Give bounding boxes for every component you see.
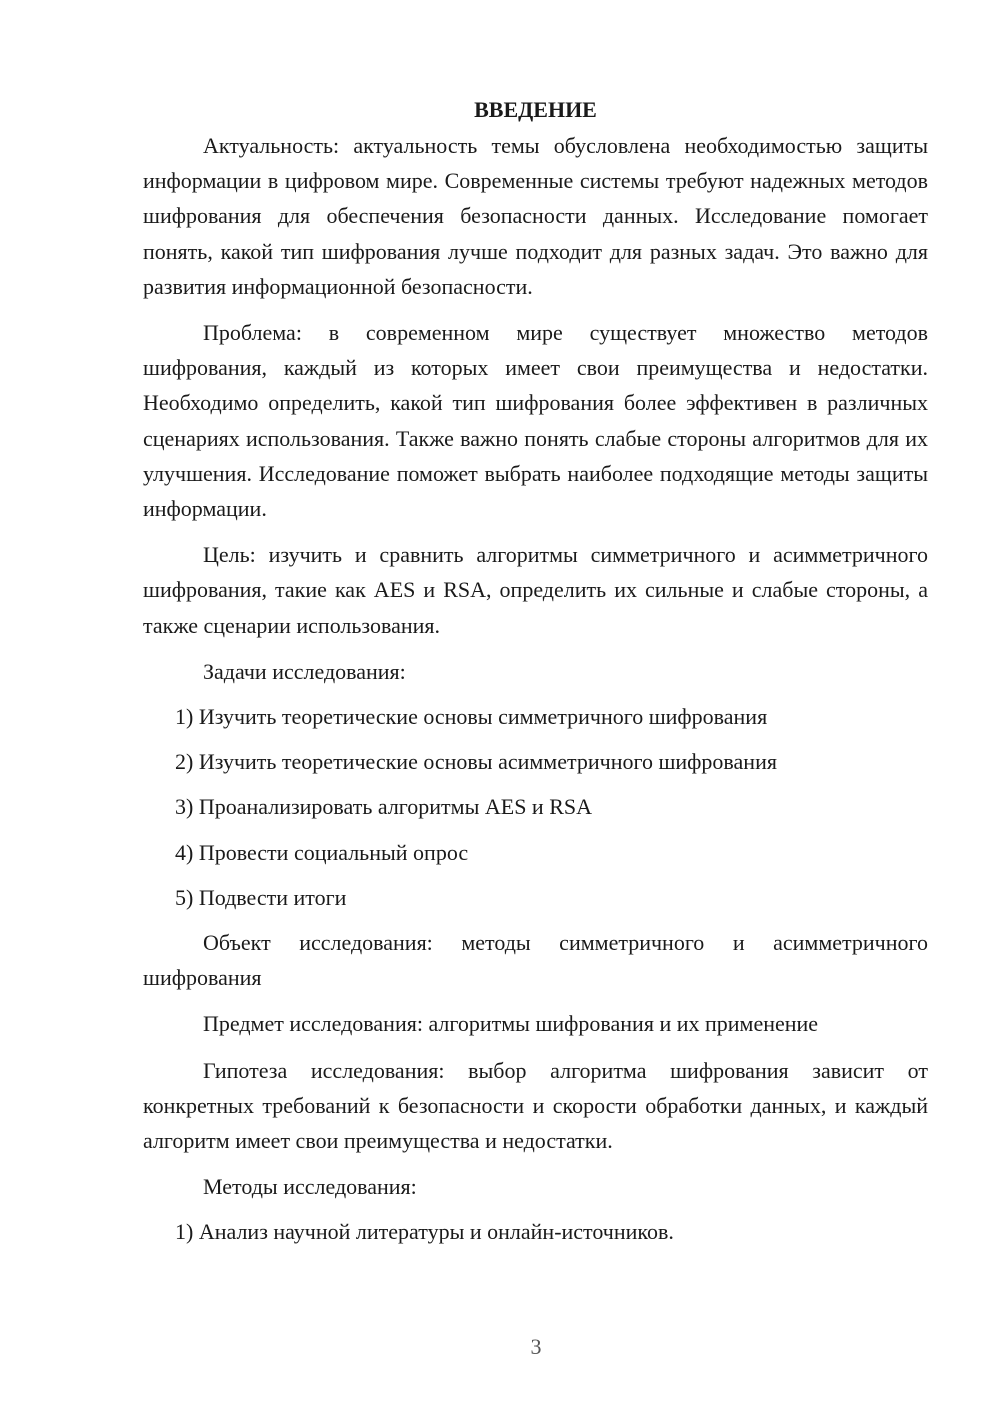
list-item: 3) Проанализировать алгоритмы AES и RSA [175, 794, 593, 820]
problem-paragraph: Проблема: в современном мире существует множество методов шифрования, каждый из которых имеет свои преимущества и недостатки. Необходимо определить, какой тип шифрования более эффективен в различных сценариях использования. Также важно понять слабые стороны алгоритмов для их улучшения. Исследование поможет выбрать наиболее подходящие методы защиты информации. [143, 320, 928, 522]
list-item: 2) Изучить теоретические основы асимметричного шифрования [175, 749, 777, 775]
relevance-paragraph: Актуальность: актуальность темы обусловлена необходимостью защиты информации в цифровом мире. Современные системы требуют надежных методов шифрования для обеспечения безопасности данных. Исследование помогает понять, какой тип шифрования лучше подходит для разных задач. Это важно для развития информационной безопасности. [143, 133, 928, 299]
methods-list [143, 1214, 928, 1249]
tasks-list [143, 699, 928, 915]
section-title: ВВЕДЕНИЕ [474, 97, 597, 122]
hypothesis-paragraph: Гипотеза исследования: выбор алгоритма шифрования зависит от конкретных требований к безопасности и скорости обработки данных, и каждый алгоритм имеет свои преимущества и недостатки. [143, 1057, 928, 1154]
list-item: 1) Анализ научной литературы и онлайн-источников. [175, 1219, 674, 1245]
list-item: 1) Изучить теоретические основы симметричного шифрования [175, 704, 768, 730]
page-number: 3 [530, 1334, 542, 1359]
list-item: 5) Подвести итоги [175, 884, 347, 910]
subject-paragraph: Предмет исследования: алгоритмы шифрования и их применение [203, 1011, 819, 1037]
document-page [143, 92, 928, 1260]
methods-heading: Методы исследования: [203, 1174, 417, 1200]
object-paragraph: Объект исследования: методы симметричного и асимметричного шифрования [143, 930, 928, 991]
list-item: 4) Провести социальный опрос [175, 839, 469, 865]
tasks-heading: Задачи исследования: [203, 658, 406, 684]
goal-paragraph: Цель: изучить и сравнить алгоритмы симметричного и асимметричного шифрования, такие как AES и RSA, определить их сильные и слабые стороны, а также сценарии использования. [143, 542, 928, 638]
